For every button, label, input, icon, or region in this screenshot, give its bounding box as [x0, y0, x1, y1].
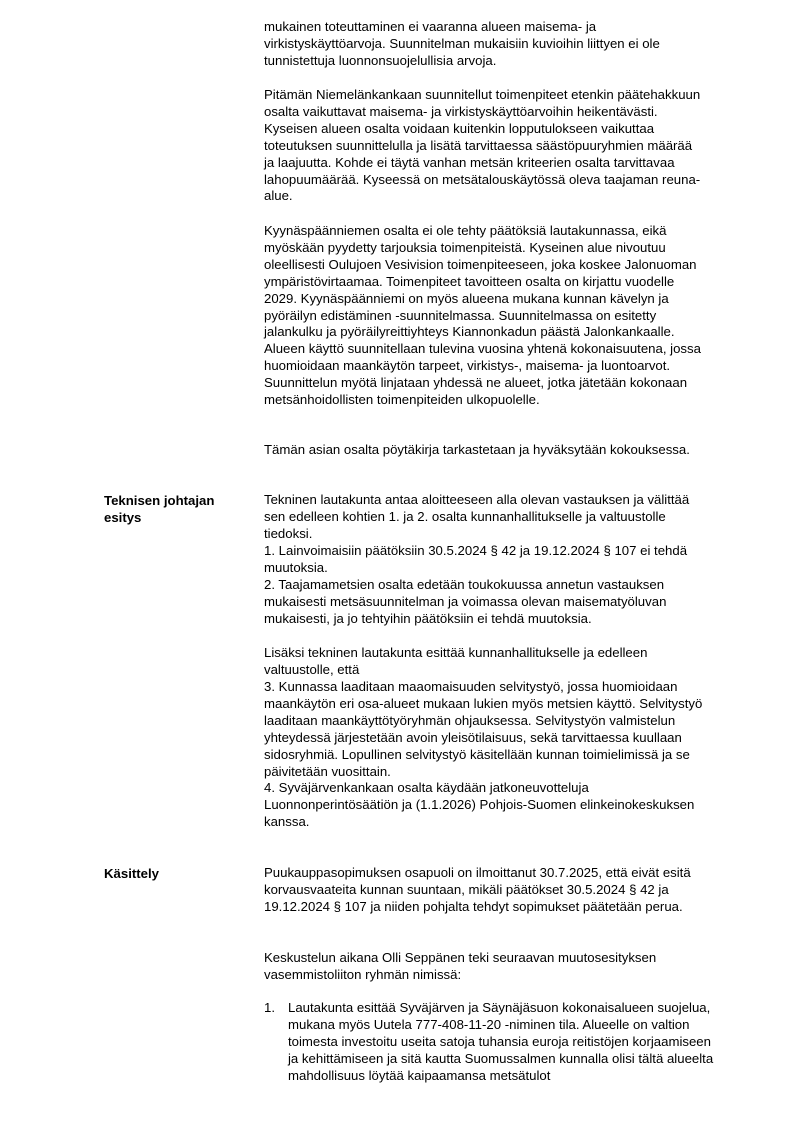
paragraph: 4. Syväjärvenkankaan osalta käydään jatkoneuvotteluja Luonnonperintösäätiön ja (1.1.2026) Pohjois-Suomen elinkeinokeskuksen kanssa. [264, 780, 695, 829]
section-label-handling: Käsittely [104, 866, 159, 881]
list-number: 1. [264, 1000, 275, 1015]
paragraph: 3. Kunnassa laaditaan maaomaisuuden selvitystyö, jossa huomioidaan maankäytön eri osa-alueet mukaan lukien myös metsien käyttö. Selvitystyö laaditaan maankäyttötyöryhmän ohjauksessa. Selvitystyön valmistelun yhteydessä järjestetään avoin yleisötilaisuus, sekä tarvittaessa kuullaan sidosryhmiä. Lopullinen selvitystyö käsitellään kunnan toimielimissä ja se päivitetään vuosittain. [264, 679, 703, 779]
paragraph: 2. Taajamametsien osalta edetään toukokuussa annetun vastauksen mukaisesti metsäsuunnitelman ja voimassa olevan maisematyöluvan mukaisesti, ja jo tehtyihin päätöksiin ei tehdä muutoksia. [264, 577, 667, 626]
paragraph: Tekninen lautakunta antaa aloitteeseen alla olevan vastauksen ja välittää sen edelleen kohtien 1. ja 2. osalta kunnanhallitukselle ja valtuustolle tiedoksi. [264, 492, 690, 541]
list-item-text: Lautakunta esittää Syväjärven ja Säynäjäsuon kokonaisalueen suojelua, mukana myös Uutela 777-408-11-20 -niminen tila. Alueelle on valtion toimesta investoitu useita satoja tuhansia euroja reitistöjen korjaamiseen ja kehittämiseen ja sitä kautta Suomussalmen kunnalla olisi tältä alueelta mahdollisuus löytää kaipaamansa metsätulot [288, 1000, 714, 1083]
paragraph: 1. Lainvoimaisiin päätöksiin 30.5.2024 § 42 ja 19.12.2024 § 107 ei tehdä muutoksia. [264, 543, 688, 575]
paragraph: mukainen toteuttaminen ei vaaranna alueen maisema- ja virkistyskäyttöarvoja. Suunnitelman mukaisiin kuvioihin liittyen ei ole tunnistettuja luonnonsuojelullisia arvoja. [264, 19, 660, 68]
proposal-item-2 [264, 577, 704, 628]
paragraph: Tämän asian osalta pöytäkirja tarkastetaan ja hyväksytään kokouksessa. [264, 442, 690, 457]
section-label-proposal: Teknisen johtajan esitys [104, 493, 215, 525]
top-section-body [264, 19, 704, 70]
top-section-body [264, 87, 704, 205]
proposal-item-4 [264, 780, 704, 831]
proposal-intro-2 [264, 645, 704, 679]
proposal-item-3 [264, 679, 704, 780]
paragraph: Lisäksi tekninen lautakunta esittää kunnanhallitukselle ja edelleen valtuustolle, että [264, 645, 648, 677]
paragraph: Pitämän Niemelänkankaan suunnitellut toimenpiteet etenkin päätehakkuun osalta vaikuttavat maisema- ja virkistyskäyttöarvoihin heikentävästi. Kyseisen alueen osalta voidaan kuitenkin lopputulokseen vaikuttaa toteutuksen suunnittelulla ja lisätä tarvittaessa säästöpuuryhmien määrää ja laajuutta. Kohde ei täytä vanhan metsän kriteerien osalta tarvittavaa lahopuumäärää. Kyseessä on metsätalouskäytössä oleva taajaman reuna-alue. [264, 87, 701, 204]
paragraph: Puukauppasopimuksen osapuoli on ilmoittanut 30.7.2025, että eivät esitä korvausvaateita kunnan suuntaan, mikäli päätökset 30.5.2024 § 42 ja 19.12.2024 § 107 ja niiden pohjalta tehdyt sopimukset päätetään perua. [264, 865, 691, 914]
top-section-body [264, 223, 704, 409]
proposal-intro [264, 492, 704, 543]
paragraph: Kyynäspäänniemen osalta ei ole tehty päätöksiä lautakunnassa, eikä myöskään pyydetty tarjouksia toimenpiteistä. Kyseinen alue nivoutuu oleellisesti Oulujoen Vesivision toimenpiteeseen, joka koskee Jalonuoman ympäristövirtaamaa. Toimenpiteet tavoitteen osalta on kirjattu vuodelle 2029. Kyynäspäänniemi on myös alueena mukana kunnan kävelyn ja pyöräilyn edistäminen -suunnitelmassa. Suunnitelmassa on esitetty jalankulku ja pyöräilyreittiyhteys Kiannonkadun päästä Jalonkankaalle. Alueen käyttö suunnitellaan tulevina vuosina yhtenä kokonaisuutena, jossa huomioidaan maankäytön tarpeet, virkistys-, maisema- ja luontoarvot. Suunnittelun myötä linjataan yhdessä ne alueet, jotka jätetään kokonaan metsänhoidollisten toimenpiteiden ulkopuolelle. [264, 223, 701, 408]
handling-paragraph-2 [264, 950, 704, 984]
paragraph: Keskustelun aikana Olli Seppänen teki seuraavan muutosesityksen vasemmistoliiton ryhmän nimissä: [264, 950, 657, 982]
proposal-item-1 [264, 543, 704, 577]
top-section-body [264, 442, 704, 459]
handling-paragraph-1 [264, 865, 704, 916]
